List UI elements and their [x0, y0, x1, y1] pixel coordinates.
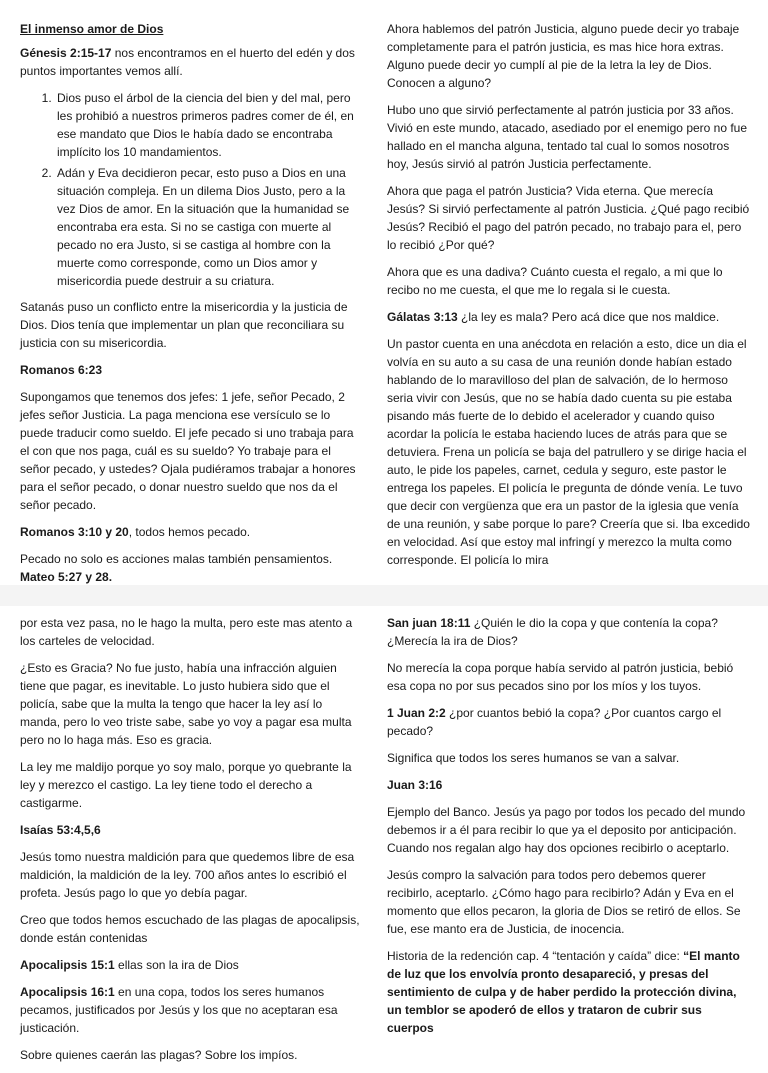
- ref-mateo: Mateo 5:27 y 28.: [20, 570, 113, 584]
- ref-isaias: Isaías 53:4,5,6: [20, 823, 101, 837]
- page2-left-column: [20, 614, 364, 1073]
- ref-romanos-6-23: Romanos 6:23: [20, 363, 103, 377]
- ref-apocalipsis-16-1: Apocalipsis 16:1: [20, 985, 115, 999]
- paragraph-isaias: Jesús tomo nuestra maldición para que quedemos libre de esa maldición, la maldición de la ley. 700 años antes lo escribió el profeta. Jesús pago lo que yo debía pagar.: [20, 850, 355, 900]
- paragraph-continuacion: por esta vez pasa, no le hago la multa, pero este mas atento a los carteles de velocidad.: [20, 616, 353, 648]
- ref-genesis: Génesis 2:15-17: [20, 46, 112, 60]
- document-page-2: [0, 606, 768, 1062]
- paragraph-compro: Jesús compro la salvación para todos pero debemos querer recibirlo, aceptarlo. ¿Cómo hago para recibirlo? Adán y Eva en el momento que ellos pecaron, la gloria de Dios se retiró de ellos. Se fue, ese manto era de Justicia, de inocencia.: [387, 868, 741, 936]
- paragraph-apocalipsis-15: Apocalipsis 15:1 ellas son la ira de Dios: [20, 958, 239, 972]
- paragraph-cutoff: Sobre quienes caerán las plagas? Sobre los impíos.: [20, 1048, 298, 1062]
- page1-right-column: [387, 20, 751, 578]
- paragraph-maldijo: La ley me maldijo porque yo soy malo, porque yo quebrante la ley y merezco el castigo. La ley tiene todo el derecho a castigarme.: [20, 760, 352, 810]
- paragraph-juan-18-11: San juan 18:11 ¿Quién le dio la copa y que contenía la copa? ¿Merecía la ira de Dios?: [387, 616, 718, 648]
- paragraph-no-merecia: No merecía la copa porque había servido al patrón justicia, bebió esa copa no por sus pecados sino por los míos y los tuyos.: [387, 661, 734, 693]
- ref-juan-3-16: Juan 3:16: [387, 778, 443, 792]
- paragraph-plagas: Creo que todos hemos escuchado de las plagas de apocalipsis, donde están contenidas: [20, 913, 360, 945]
- document-title: El inmenso amor de Dios: [20, 22, 164, 36]
- paragraph-paga-justicia: Ahora que paga el patrón Justicia? Vida eterna. Que merecía Jesús? Si sirvió perfectamente al patrón Justicia. ¿Qué pago recibió Jesús? Recibió el pago del patrón pecado, no trabajo para el, pero lo recibió ¿Por qué?: [387, 184, 750, 252]
- ref-juan-18-11: San juan 18:11: [387, 616, 471, 630]
- paragraph-uno-sirvio: Hubo uno que sirvió perfectamente al patrón justicia por 33 años. Vivió en este mundo, atacado, asediado por el enemigo pero no fue hallado en el mancha alguna, tentado tal cual lo somos nosotros hoy, Jesús sirvió al patrón Justicia perfectamente.: [387, 103, 748, 171]
- ref-romanos-3-10: Romanos 3:10 y 20: [20, 525, 129, 539]
- paragraph-dadiva: Ahora que es una dadiva? Cuánto cuesta el regalo, a mi que lo recibo no me cuesta, el que me lo regala si le cuesta.: [387, 265, 723, 297]
- ref-galatas: Gálatas 3:13: [387, 310, 458, 324]
- list-item: 1. Dios puso el árbol de la ciencia del bien y del mal, pero les prohibió a nuestros primeros padres comer de él, en ese mandato que Dios le había dado se encontraba implícito los 10 mandamientos.: [55, 89, 364, 161]
- paragraph-genesis: [20, 44, 364, 80]
- historia-quote: “El manto de luz que los envolvía pronto desapareció, y presas del sentimiento de culpa y de haber perdido la protección divina, un temblor se apoderó de ellos y trataron de cubrir sus cuerpos: [387, 949, 740, 1035]
- list-item: 2. Adán y Eva decidieron pecar, esto puso a Dios en una situación compleja. En un dilema Dios Justo, pero a la vez Dios de amor. En la situación que la humanidad se encontraba era esta. Si no se castiga con muerte al pecado no era Justo, si se castiga al hombre con la muerte como corresponde, como un Dios amor y misericordia puede destruir a su criatura.: [55, 164, 364, 290]
- paragraph-justicia-intro: Ahora hablemos del patrón Justicia, alguno puede decir yo trabaje completamente para el patrón justicia, es mas hice hora extras. Alguno puede decir yo cumplí al pie de la letra la ley de Dios. Conocen a alguno?: [387, 22, 740, 90]
- paragraph-gracia: ¿Esto es Gracia? No fue justo, había una infracción alguien tiene que pagar, es inevitable. Lo justo hubiera sido que el policía, sabe que la multa la tengo que hacer la ley así lo manda, pero lo veo triste sabe, sabe yo voy a pagar esa multa pero no lo haga más. Eso es gracia.: [20, 661, 352, 747]
- paragraph-satanas: Satanás puso un conflicto entre la misericordia y la justicia de Dios. Dios tenía que implementar un plan que reconciliara su justicia con su misericordia.: [20, 300, 348, 350]
- paragraph-banco: Ejemplo del Banco. Jesús ya pago por todos los pecado del mundo debemos ir a él para recibir lo que ya el deposito por anticipación. Cuando nos regalan algo hay dos opciones recibirlo o aceptarlo.: [387, 805, 746, 855]
- paragraph-1-juan-2-2: 1 Juan 2:2 ¿por cuantos bebió la copa? ¿Por cuantos cargo el pecado?: [387, 706, 722, 738]
- genesis-text: nos encontramos en el huerto del edén y dos puntos importantes vemos allí.: [20, 46, 355, 78]
- paragraph-significa: Significa que todos los seres humanos se van a salvar.: [387, 751, 680, 765]
- numbered-list: [20, 89, 364, 290]
- page1-left-column: [20, 20, 364, 595]
- paragraph-pecado: Pecado no solo es acciones malas también pensamientos. Mateo 5:27 y 28.: [20, 552, 333, 584]
- page-gap: [0, 585, 768, 606]
- paragraph-apocalipsis-16: Apocalipsis 16:1 en una copa, todos los seres humanos pecamos, justificados por Jesús y los que no aceptaran esa justicación.: [20, 985, 338, 1035]
- paragraph-galatas: Gálatas 3:13 ¿la ley es mala? Pero acá dice que nos maldice.: [387, 310, 720, 324]
- paragraph-jefes: Supongamos que tenemos dos jefes: 1 jefe, señor Pecado, 2 jefes señor Justicia. La paga menciona ese versículo se lo puede traducir como sueldo. El jefe pecado si uno trabaja para el con que nos paga, cuál es su sueldo? Yo trabaje para el señor pecado, y ustedes? Ojala pudiéramos trabajar a honores para el señor pecado, o donar nuestro sueldo que nos da el señor pecado.: [20, 390, 356, 512]
- paragraph-romanos-3-10: Romanos 3:10 y 20, todos hemos pecado.: [20, 525, 251, 539]
- paragraph-historia: Historia de la redención cap. 4 “tentación y caída” dice: “El manto de luz que los envolvía pronto desapareció, y presas del sentimiento de culpa y de haber perdido la protección divina, un temblor se apoderó de ellos y trataron de cubrir sus cuerpos: [387, 949, 740, 1035]
- page2-right-column: [387, 614, 751, 1046]
- paragraph-pastor: Un pastor cuenta en una anécdota en relación a esto, dice un dia el volvía en su auto a su casa de una reunión donde habían estado hablando de lo maravilloso del plan de salvación, de lo hermoso seria vivir con Jesús, que no se había dado cuenta su pie estaba pisando más fuerte de lo debido el acelerador y cuando quiso acordar la policía le estaba haciendo luces de atrás para que se detuviera. Frena un policía se baja del patrullero y se dirige hacia el auto, le pide los papeles, carnet, cedula y seguro, este pastor le entrega los papeles. El policía le pregunta de dónde venía. Le tuvo que decir con vergüenza que era un pastor de la iglesia que venía de una reunión, y sabe porque lo pare? Creería que si. Iba excedido en velocidad. Así que estoy mal infringí y merezco la multa como corresponde. El policía lo mira: [387, 337, 750, 567]
- ref-1-juan-2-2: 1 Juan 2:2: [387, 706, 446, 720]
- ref-apocalipsis-15-1: Apocalipsis 15:1: [20, 958, 115, 972]
